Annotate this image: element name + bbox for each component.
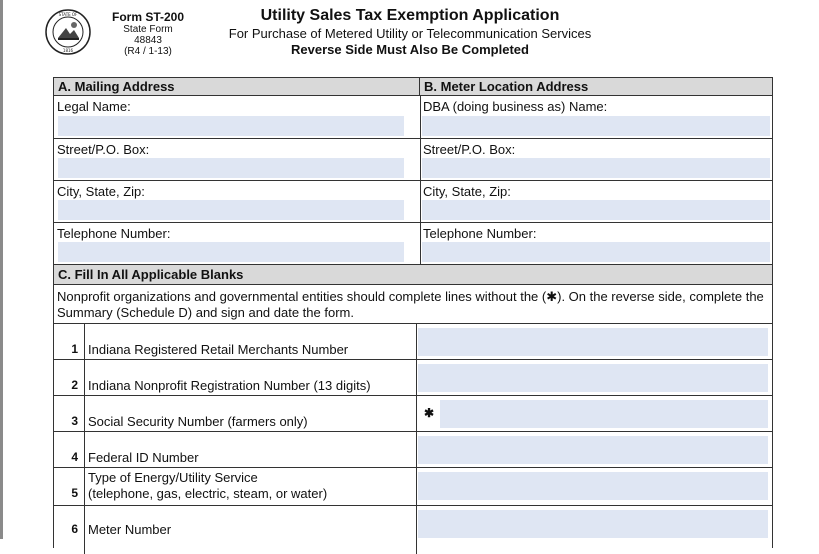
form-identifier <box>108 10 188 57</box>
mailing-phone-field[interactable] <box>58 242 404 262</box>
line-label: Meter Number <box>88 522 172 537</box>
section-c-instruction: Nonprofit organizations and governmental entities should complete lines without the (✱). On the reverse side, complete the Summary (Schedule D) and sign and date the form. <box>57 289 764 320</box>
meter-street-label: Street/P.O. Box: <box>423 142 516 157</box>
energy-service-type-field[interactable] <box>418 472 768 500</box>
line-label: Social Security Number (farmers only) <box>88 414 308 429</box>
row-divider <box>54 467 772 468</box>
mailing-street-field[interactable] <box>58 158 404 178</box>
svg-text:STATE OF: STATE OF <box>58 12 78 17</box>
form-subtitle: For Purchase of Metered Utility or Telecommunication Services <box>228 26 592 41</box>
state-seal-logo <box>44 8 92 56</box>
svg-text:1816: 1816 <box>62 48 74 53</box>
section-a-heading: A. Mailing Address <box>54 78 420 96</box>
form-number: Form ST-200 <box>111 10 185 24</box>
legal-name-label: Legal Name: <box>57 99 131 114</box>
reverse-side-notice: Reverse Side Must Also Be Completed <box>291 42 529 57</box>
asterisk-marker-icon: ✱ <box>424 406 435 420</box>
retail-merchant-number-field[interactable] <box>418 328 768 356</box>
legal-name-field[interactable] <box>58 116 404 136</box>
meter-phone-label: Telephone Number: <box>423 226 537 241</box>
mailing-city-field[interactable] <box>58 200 404 220</box>
line-label: Indiana Nonprofit Registration Number (13 digits) <box>88 378 371 393</box>
line-label: Indiana Registered Retail Merchants Number <box>88 342 349 357</box>
mailing-street-label: Street/P.O. Box: <box>57 142 150 157</box>
social-security-number-field[interactable] <box>440 400 768 428</box>
line-label: Type of Energy/Utility Service <box>88 470 258 485</box>
form-revision: (R4 / 1-13) <box>124 46 172 57</box>
line-number: 3 <box>71 414 78 428</box>
line-number: 5 <box>71 486 78 500</box>
meter-city-label: City, State, Zip: <box>423 184 511 199</box>
row-divider <box>54 431 772 432</box>
meter-street-field[interactable] <box>422 158 770 178</box>
nonprofit-registration-field[interactable] <box>418 364 768 392</box>
dba-name-field[interactable] <box>422 116 770 136</box>
meter-number-field[interactable] <box>418 510 768 538</box>
dba-name-label: DBA (doing business as) Name: <box>423 99 608 114</box>
line-number: 1 <box>71 342 78 356</box>
line-label-sub: (telephone, gas, electric, steam, or water) <box>88 486 328 501</box>
meter-city-field[interactable] <box>422 200 770 220</box>
row-divider <box>54 505 772 506</box>
mailing-phone-label: Telephone Number: <box>57 226 171 241</box>
left-edge-rule <box>0 0 3 539</box>
line-number: 4 <box>71 450 78 464</box>
row-divider <box>54 323 772 324</box>
form-title: Utility Sales Tax Exemption Application <box>260 7 560 24</box>
row-divider <box>54 359 772 360</box>
row-divider <box>54 395 772 396</box>
state-form-number: State Form 48843 <box>123 24 173 46</box>
line-label: Federal ID Number <box>88 450 199 465</box>
section-b-heading: B. Meter Location Address <box>420 78 772 96</box>
meter-phone-field[interactable] <box>422 242 770 262</box>
application-form <box>53 77 773 548</box>
line-number: 6 <box>71 522 78 536</box>
line-number: 2 <box>71 378 78 392</box>
federal-id-field[interactable] <box>418 436 768 464</box>
form-title-block <box>200 6 620 57</box>
mailing-city-label: City, State, Zip: <box>57 184 145 199</box>
section-c-heading: C. Fill In All Applicable Blanks <box>54 265 772 285</box>
